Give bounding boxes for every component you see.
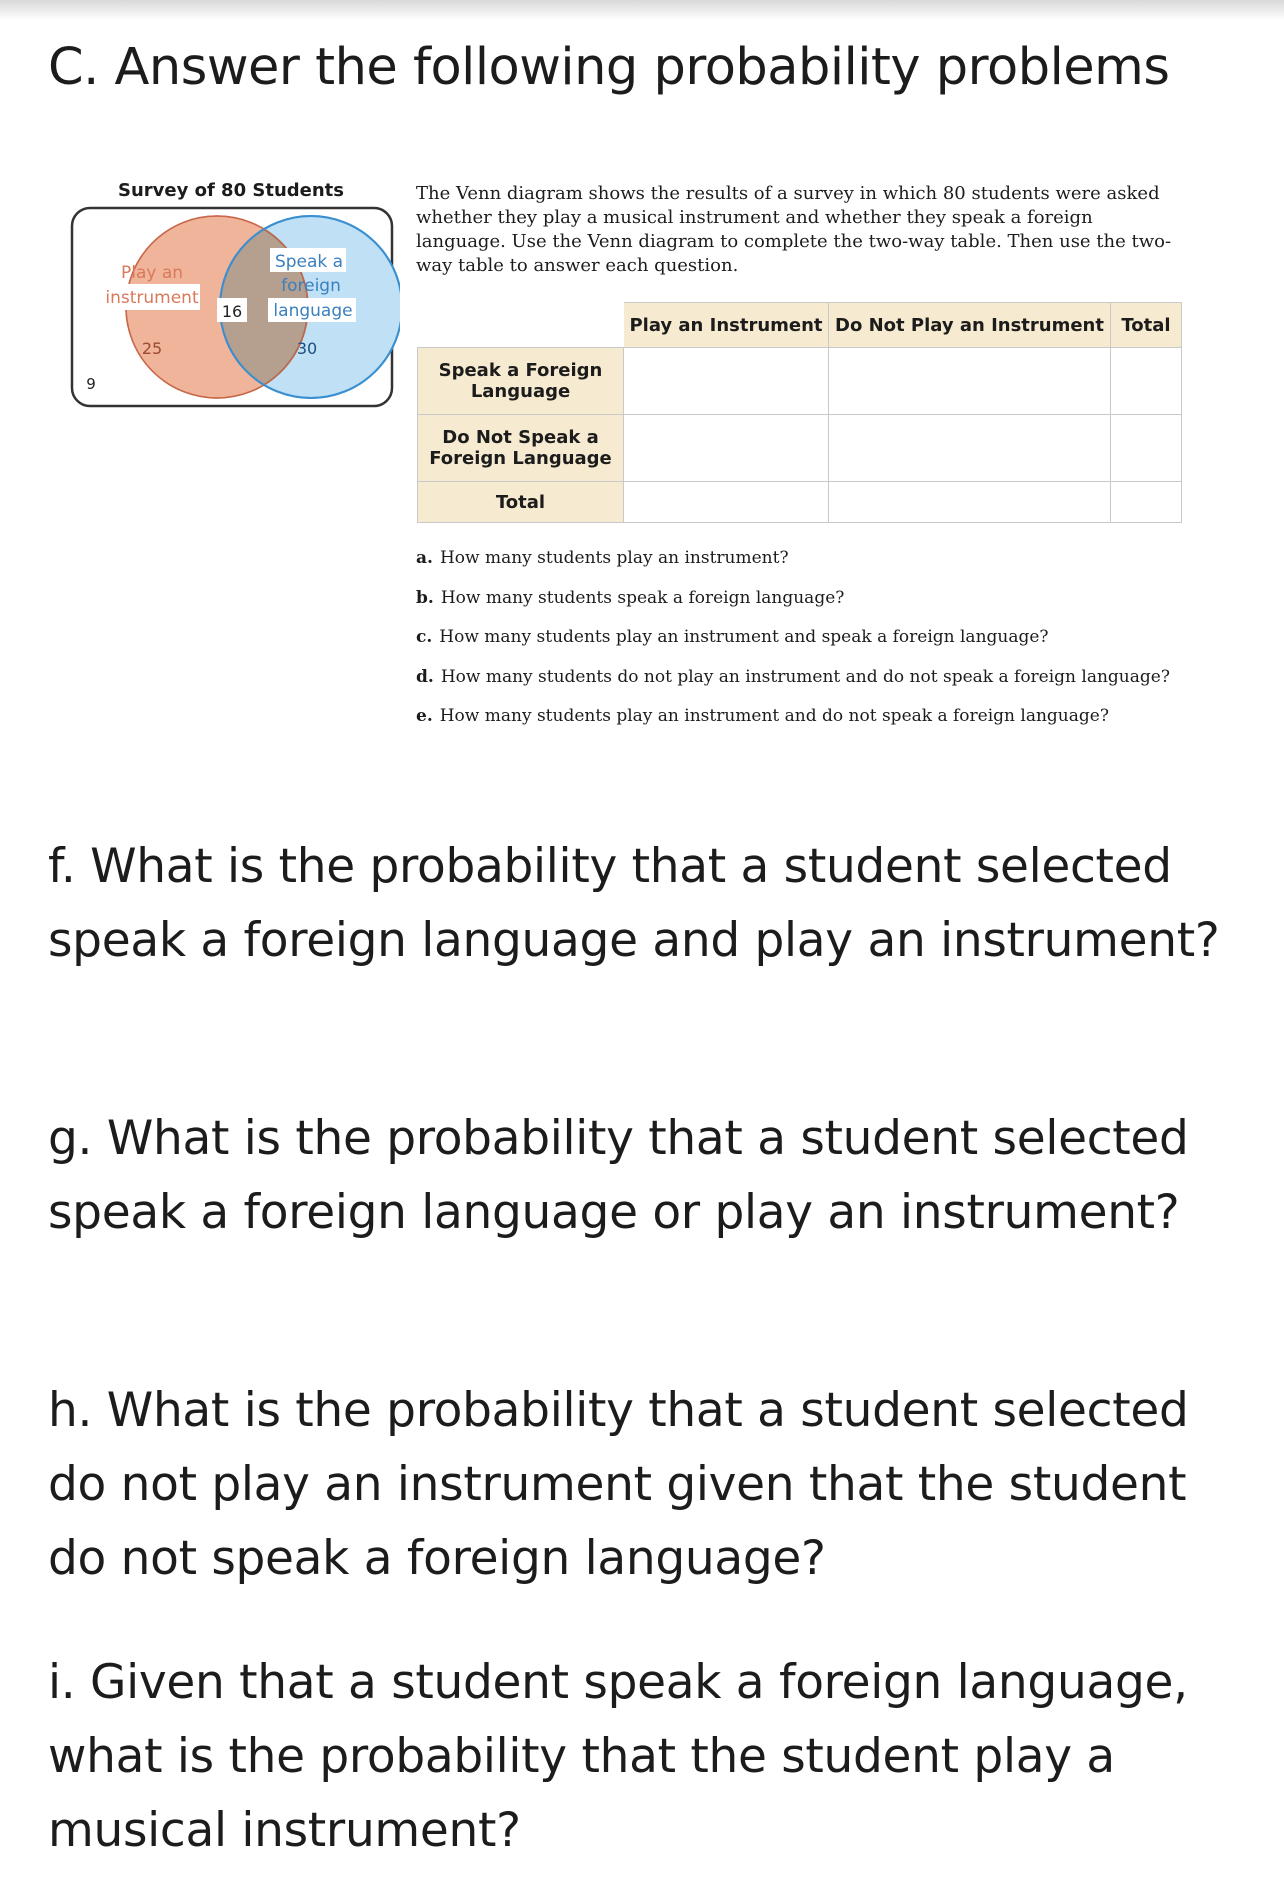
corner-cell xyxy=(418,303,624,348)
row-header-speak xyxy=(418,348,624,415)
neither-value: 9 xyxy=(86,375,96,393)
page-title: C. Answer the following probability problems xyxy=(48,38,1170,97)
table-cell-speak-not-play[interactable] xyxy=(829,348,1111,415)
col-header-not-play: Do Not Play an Instrument xyxy=(829,303,1111,348)
only-instrument-value: 25 xyxy=(141,339,163,358)
row-header-speak-line2: Language xyxy=(470,381,571,402)
row-header-not-speak-line2: Foreign Language xyxy=(429,448,612,469)
table-cell-speak-total[interactable] xyxy=(1111,348,1182,415)
language-label-line1: Speak a xyxy=(274,252,344,272)
question-d xyxy=(416,667,1170,707)
question-f: f. What is the probability that a student selected speak a foreign language and play an instrument? xyxy=(48,839,1220,968)
question-text: How many students speak a foreign language? xyxy=(440,587,845,608)
table-cell-not-speak-total[interactable] xyxy=(1111,415,1182,482)
only-language-value: 30 xyxy=(296,339,318,358)
language-label-line2: foreign xyxy=(281,276,341,296)
instrument-label-line1: Play an xyxy=(120,263,184,283)
question-b xyxy=(416,588,1170,628)
question-a xyxy=(416,548,1170,588)
question-letter: b. xyxy=(416,587,434,608)
question-h: h. What is the probability that a student selected do not play an instrument given that the student do not speak a foreign language? xyxy=(48,1383,1189,1586)
question-g: g. What is the probability that a student selected speak a foreign language or play an instrument? xyxy=(48,1111,1189,1240)
language-label-line3: language xyxy=(273,301,353,321)
top-shadow xyxy=(0,0,1284,20)
table-cell-grand-total[interactable] xyxy=(1111,482,1182,523)
question-text: How many students do not play an instrument and do not speak a foreign language? xyxy=(440,666,1170,687)
question-text: How many students play an instrument and speak a foreign language? xyxy=(439,627,1049,647)
table-cell-not-speak-not-play[interactable] xyxy=(829,415,1111,482)
col-header-play: Play an Instrument xyxy=(624,303,829,348)
table-cell-total-not-play[interactable] xyxy=(829,482,1111,523)
two-way-table xyxy=(417,302,1182,523)
question-i: i. Given that a student speak a foreign language, what is the probability that the student play a musical instrument? xyxy=(48,1655,1188,1858)
table-cell-total-play[interactable] xyxy=(624,482,829,523)
question-c xyxy=(416,627,1170,667)
col-header-total: Total xyxy=(1111,303,1182,348)
both-value: 16 xyxy=(221,302,243,321)
question-text: How many students play an instrument? xyxy=(439,548,789,568)
row-header-not-speak-line1: Do Not Speak a xyxy=(442,427,599,448)
row-header-speak-line1: Speak a Foreign xyxy=(438,360,603,381)
instructions-paragraph: The Venn diagram shows the results of a survey in which 80 students were asked whether they play a musical instrument and whether they speak a foreign language. Use the Venn diagram to complete the two-way table. Then use the two-way table to answer each question. xyxy=(416,183,1172,276)
question-letter: c. xyxy=(416,627,433,647)
row-header-not-speak xyxy=(418,415,624,482)
question-text: How many students play an instrument and do not speak a foreign language? xyxy=(439,706,1109,726)
table-cell-speak-play[interactable] xyxy=(624,348,829,415)
row-header-total: Total xyxy=(418,482,624,523)
venn-diagram xyxy=(70,206,400,416)
question-list xyxy=(416,548,1170,746)
question-letter: a. xyxy=(416,548,433,568)
question-letter: e. xyxy=(416,706,433,726)
venn-title: Survey of 80 Students xyxy=(118,180,344,201)
question-e xyxy=(416,706,1170,746)
table-cell-not-speak-play[interactable] xyxy=(624,415,829,482)
instrument-label-line2: instrument xyxy=(105,288,199,308)
question-letter: d. xyxy=(416,666,434,687)
